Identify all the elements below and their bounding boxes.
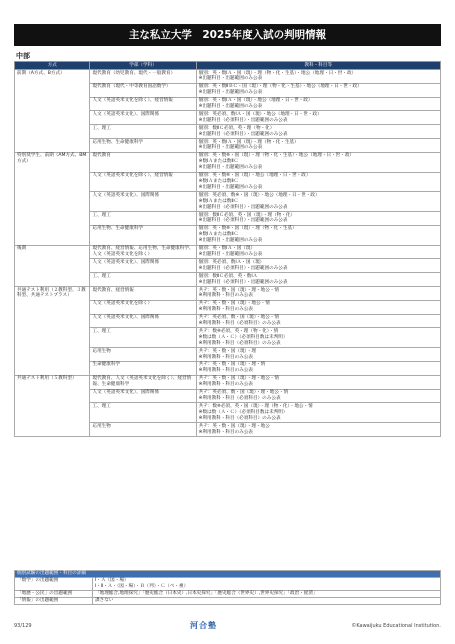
subject-note: ※出題科目（必須科目）・出題範囲のみ公表: [198, 117, 288, 123]
subject-note: 個別：数ⅡＣ必須、英・数ⅠＡ: [198, 273, 258, 279]
subjects-cell: [196, 172, 440, 192]
kawaijuku-logo: 河合塾: [190, 621, 217, 630]
table-row: [15, 152, 441, 172]
faculty-cell: 応用生物、生命健康科学: [90, 225, 196, 245]
subjects-cell: [196, 225, 440, 245]
legend-line: 課さない: [95, 598, 114, 603]
subject-note: ※出題科目・出題範囲のみ公表: [198, 76, 263, 82]
subject-note: ※数ⅠＡまたは数ⅡＣ: [198, 159, 239, 165]
subject-note: 個別：英・数※・国（現）・地公（地理・日・世・政）: [198, 173, 311, 179]
faculty-cell: 現代教育（現代・中等教育国語数学）: [90, 83, 196, 97]
subject-note: 個別：数ⅡＣ必須、英・国（現）・理（物・化）: [198, 212, 296, 218]
subject-note: ※出題科目（必須科目）・出題範囲のみ公表: [198, 204, 288, 210]
method-cell: 特別奨学生、前期（AM方式、BM方式）: [15, 152, 90, 245]
subjects-cell: [196, 328, 440, 348]
faculty-cell: 生命健康科学: [90, 361, 196, 375]
faculty-cell: 人文（英語英米文化）、国際関係: [90, 111, 196, 125]
table-row: [15, 70, 441, 84]
table-row: [15, 245, 441, 259]
subject-note: 個別：英・数ⅠＡ・国（現）・理（物・化・生基）・地公（地理・日・世・政）: [198, 70, 357, 76]
legend-row: [15, 591, 441, 598]
subjects-cell: [196, 287, 440, 301]
legend-key: 「数学」の出題範囲: [15, 578, 93, 591]
faculty-cell: 現代教育: [90, 152, 196, 172]
subject-note: ※出題科目・出題範囲のみ公表: [198, 145, 263, 151]
subject-note: 共テ：英・数・国（現）・理: [198, 348, 257, 354]
subject-note: 共テ：英・数・国（現）・理・情: [198, 362, 266, 368]
subjects-cell: [196, 192, 440, 212]
faculty-cell: 人文（英語英米文化）、国際関係: [90, 192, 196, 212]
subjects-cell: [196, 300, 440, 314]
subject-note: 共テ：数※必須、英・国（現）・理（物・化）・地公・情: [198, 403, 313, 409]
subject-note: ※出題科目（必須科目）・出題範囲のみ公表: [198, 265, 288, 271]
subject-note: ※利用教科・科目（必須科目）のみ公表: [198, 396, 281, 401]
legend-key: 「地歴・公民」の出題範囲: [15, 591, 93, 598]
subjects-cell: [196, 111, 440, 125]
column-header-faculty: 学部（学科）: [90, 62, 196, 70]
page-title: 主な私立大学 2025年度入試の判明情報: [14, 24, 441, 46]
subject-scope-legend: [14, 570, 441, 605]
subject-note: ※利用教科・科目（必須科目）のみ公表: [198, 415, 281, 421]
table-body: [15, 70, 441, 437]
faculty-cell: 応用生物、生命健康科学: [90, 139, 196, 153]
copyright: ©Kawaijuku Educational Institution.: [351, 623, 441, 629]
subject-note: ※利用教科・科目のみ公表: [198, 368, 253, 374]
subject-note: ※出題科目（必須科目）・出題範囲のみ公表: [198, 279, 288, 285]
column-header-method: 方式: [15, 62, 90, 70]
subject-note: 共テ：英必須、数・国（現）・理・地公・情: [198, 390, 289, 396]
legend-key: 「情報」の出題範囲: [15, 598, 93, 605]
subject-note: ※出題科目（必須科目）・出題範囲のみ公表: [198, 131, 288, 137]
faculty-cell: 現代教育、経営情報: [90, 287, 196, 301]
subject-note: 個別：英・数ⅠＡ・国（現）: [198, 246, 256, 252]
subject-note: ※出題科目・出題範囲のみ公表: [198, 165, 263, 171]
legend-line: 「地理総合,地理探究」「歴史総合（日本史）,日本史探究」「歴史総合（世界史）,世界史探究」「政治・経済」: [95, 591, 318, 596]
subject-note: 個別：英・数ⅡＢＣ・国（現）・理（物・化・生基）・地公（地理・日・世・政）: [198, 84, 362, 90]
subject-note: 個別：数ⅡＣ必須、英・理（物・化）: [198, 125, 275, 131]
legend-row: [15, 578, 441, 591]
subjects-cell: [196, 403, 440, 423]
faculty-cell: 人文（英語英米文化）、国際関係: [90, 259, 196, 273]
subjects-cell: [196, 361, 440, 375]
faculty-cell: 現代教育（幼児教育、現代・一般教育）: [90, 70, 196, 84]
subjects-cell: [196, 375, 440, 389]
faculty-cell: 工、理工: [90, 273, 196, 287]
subject-note: 個別：英必須、数ⅠＡ・国（現）: [198, 259, 265, 265]
legend-header-row: [15, 571, 441, 578]
subject-note: ※出題科目（必須科目）・出題範囲のみ公表: [198, 218, 288, 224]
legend-value: [93, 578, 441, 591]
subjects-cell: [196, 314, 440, 328]
subjects-cell: [196, 83, 440, 97]
subject-note: ※出題科目・出題範囲のみ公表: [198, 104, 263, 110]
subjects-cell: [196, 423, 440, 437]
subject-note: 共テ：数※必須、英・理（物・化）・情: [198, 328, 279, 334]
subjects-cell: [196, 152, 440, 172]
subject-note: ※利用教科・科目のみ公表: [198, 354, 253, 360]
subjects-cell: [196, 348, 440, 362]
subject-note: ※数は数（Ａ・Ｃ）（必須科目数は未判明）: [198, 334, 288, 340]
subject-note: ※出題科目・出題範囲のみ公表: [198, 251, 263, 257]
faculty-cell: 工、理工: [90, 328, 196, 348]
subject-note: 個別：英・数ⅠＡ・国（現）・理（物・化・生基）: [198, 139, 299, 145]
subject-note: ※数ⅠＡまたは数ⅡＣ: [198, 198, 239, 204]
legend-value: [93, 598, 441, 605]
subject-note: ※利用教科・科目のみ公表: [198, 429, 253, 435]
subject-note: ※利用教科・科目のみ公表: [198, 382, 253, 388]
table-header-row: [15, 62, 441, 70]
subject-note: 共テ：英・数・国（現）・理・地公・情: [198, 287, 279, 293]
page-number: 93/129: [14, 623, 32, 629]
faculty-cell: 人文（英語英米文化を除く）、経営情報: [90, 97, 196, 111]
faculty-cell: 現代教育、人文（英語英米文化を除く）、経営情報、生命健康科学: [90, 375, 196, 389]
subjects-cell: [196, 70, 440, 84]
subject-note: 個別：英必須、数ⅠＡ・国（現）・地公（地理・日・世・政）: [198, 111, 322, 117]
subject-note: ※利用教科・科目のみ公表: [198, 307, 253, 313]
table-row: [15, 375, 441, 389]
subjects-cell: [196, 125, 440, 139]
faculty-cell: 人文（英語英米文化を除く）: [90, 300, 196, 314]
subject-note: ※出題科目・出題範囲のみ公表: [198, 238, 263, 244]
subject-note: ※出題科目・出題範囲のみ公表: [198, 184, 263, 190]
subject-note: ※利用教科・科目のみ公表: [198, 293, 253, 299]
subject-note: ※数は数（Ａ・Ｃ）（必須科目数は未判明）: [198, 409, 288, 415]
subject-note: 共テ：英・数・国（現）・地公・情: [198, 301, 270, 307]
faculty-cell: 人文（英語英米文化を除く）、経営情報: [90, 172, 196, 192]
faculty-cell: 応用生物: [90, 348, 196, 362]
subjects-cell: [196, 212, 440, 226]
region-heading: 中部: [16, 52, 30, 60]
legend-line: Ⅰ・Ⅱ・Ａ・（図・場）・Ｂ（列）・Ｃ（ベ・複）: [95, 584, 189, 589]
subject-note: 個別：英・数ⅠＡ・国（現）・地公（地理・日・世・政）: [198, 98, 313, 104]
subject-note: 個別：英・数※・国（現）・理（物・化・生基）・地公（地理・日・世・政）: [198, 153, 355, 159]
faculty-cell: 現代教育、経営情報、応用生物、生命健康科学、人文（英語英米文化を除く）: [90, 245, 196, 259]
method-cell: 前期（A方式、B方式）: [15, 70, 90, 153]
legend-header: 個別試験の出題範囲・科目の詳細: [15, 571, 441, 578]
subjects-cell: [196, 97, 440, 111]
faculty-cell: 工、理工: [90, 125, 196, 139]
table-row: [15, 287, 441, 301]
legend-value: [93, 591, 441, 598]
faculty-cell: 工、理工: [90, 212, 196, 226]
subjects-cell: [196, 389, 440, 403]
subjects-cell: [196, 139, 440, 153]
subject-note: ※出題科目・出題範囲のみ公表: [198, 90, 263, 96]
legend-row: [15, 598, 441, 605]
subject-note: ※利用教科・科目（必須科目）のみ公表: [198, 321, 281, 327]
legend-body: [15, 571, 441, 605]
subject-note: 共テ：英必須、数・国（現）・地公・情: [198, 315, 279, 321]
subjects-cell: [196, 259, 440, 273]
subject-note: 共テ：英・数・国（現）・理・地公・情: [198, 376, 279, 382]
faculty-cell: 応用生物: [90, 423, 196, 437]
subject-note: ※数ⅠＡまたは数ⅡＣ: [198, 232, 239, 238]
method-cell: 後期: [15, 245, 90, 286]
subject-note: 個別：英必須、数※・国（現）・地公（地理・日・世・政）: [198, 192, 320, 198]
subjects-cell: [196, 273, 440, 287]
subject-note: ※利用教科・科目（必須科目）のみ公表: [198, 340, 281, 346]
method-cell: 共通テスト利用（２教科型、３教科型、共通テストプラス）: [15, 287, 90, 376]
legend-line: Ⅰ・Ａ（図・場）: [95, 578, 129, 583]
subjects-cell: [196, 245, 440, 259]
subject-note: ※数ⅠＡまたは数ⅡＣ: [198, 179, 239, 184]
exam-info-table: [14, 61, 441, 437]
column-header-subjects: 教科・科目等: [196, 62, 440, 70]
faculty-cell: 人文（英語英米文化）、国際関係: [90, 389, 196, 403]
subject-note: 共テ：英・数・国（現）・理・地公: [198, 423, 270, 429]
method-cell: 共通テスト利用（５教科型）: [15, 375, 90, 436]
faculty-cell: 人文（英語英米文化）、国際関係: [90, 314, 196, 328]
faculty-cell: 工、理工: [90, 403, 196, 423]
subject-note: 個別：英・数※・国（現）・理（物・化・生基）: [198, 226, 297, 232]
